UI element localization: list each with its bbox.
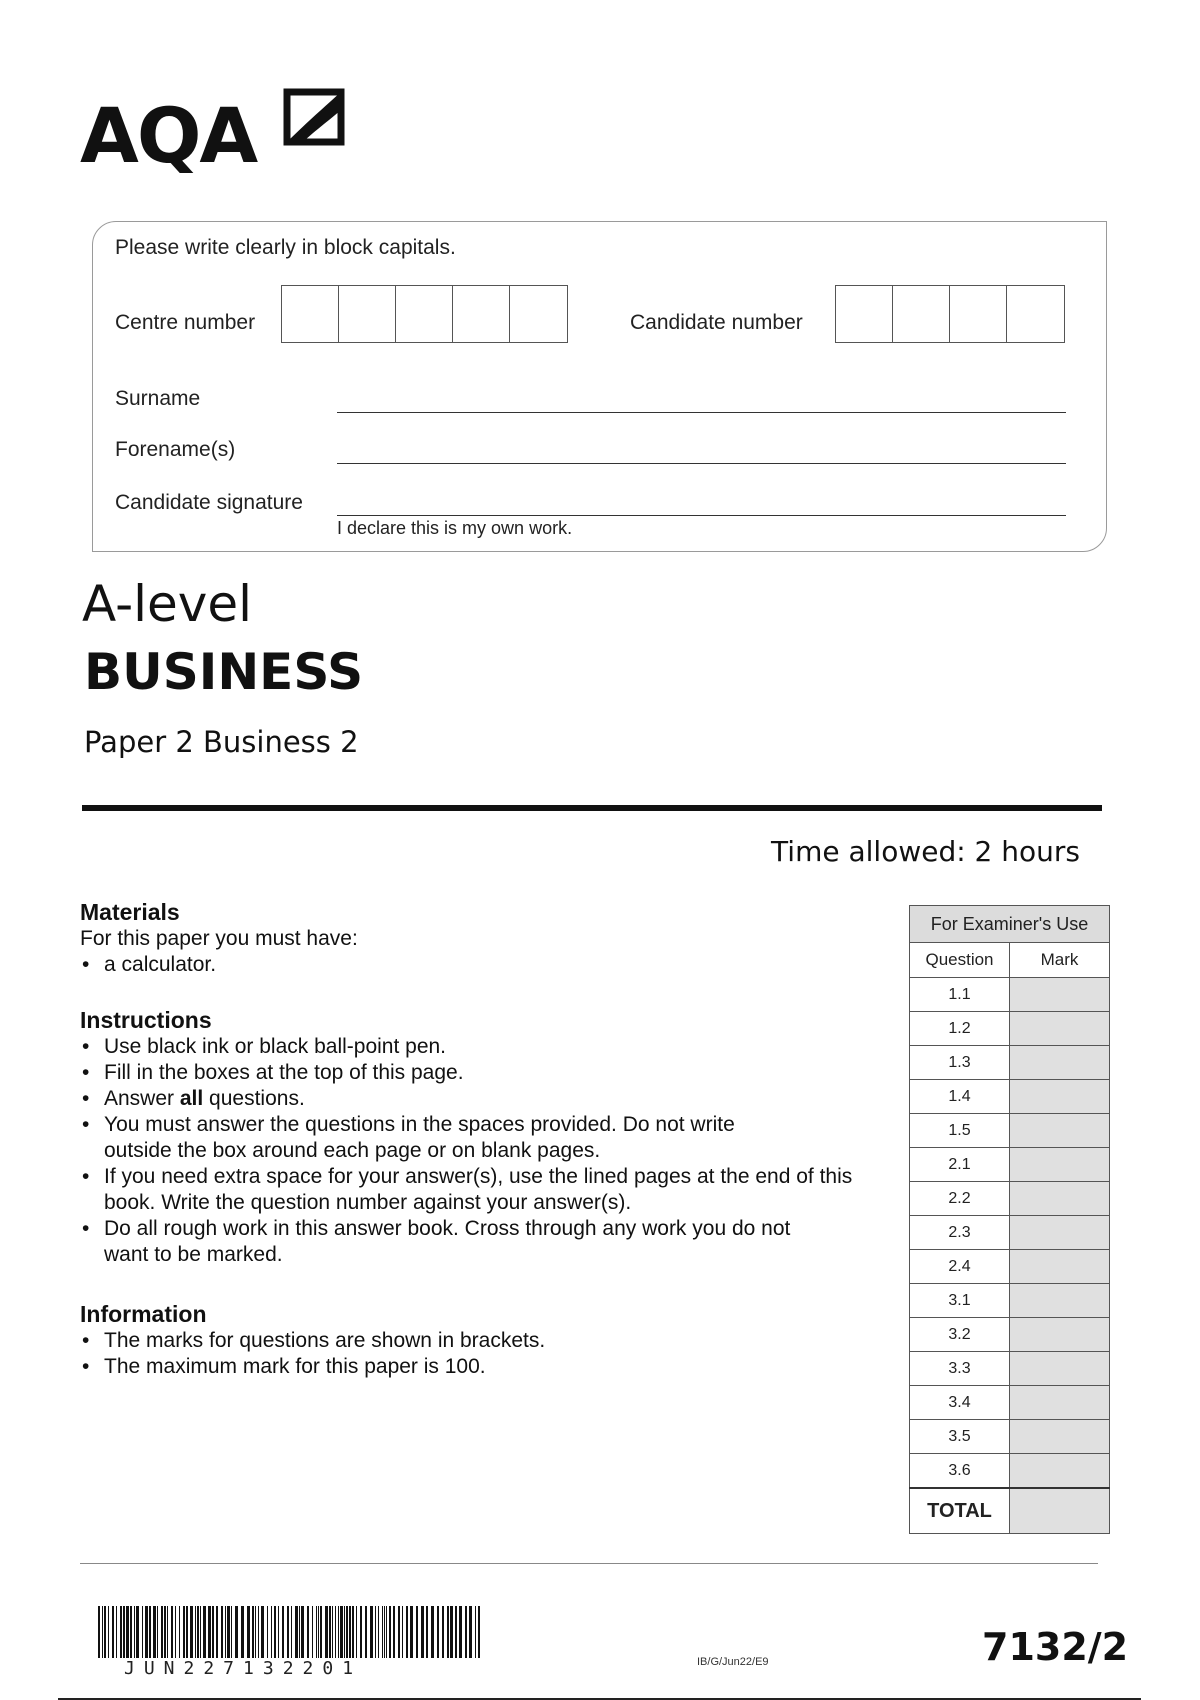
question-number: 1.5 xyxy=(910,1114,1010,1148)
mark-cell[interactable] xyxy=(1010,1216,1110,1250)
table-row xyxy=(910,1420,1110,1454)
information-heading: Information xyxy=(80,1301,207,1327)
time-allowed: Time allowed: 2 hours xyxy=(771,835,1080,868)
barcode-image xyxy=(98,1606,482,1658)
forenames-field[interactable] xyxy=(337,463,1066,464)
centre-digit-box[interactable] xyxy=(453,286,510,342)
question-number: 2.3 xyxy=(910,1216,1010,1250)
question-number: 3.3 xyxy=(910,1352,1010,1386)
materials-section xyxy=(80,898,880,978)
declaration-text: I declare this is my own work. xyxy=(337,518,573,538)
aqa-leaf-icon xyxy=(283,88,345,146)
examiners-use-table xyxy=(909,905,1110,1534)
logo-wordmark: AQA xyxy=(80,91,257,180)
mark-cell[interactable] xyxy=(1010,1148,1110,1182)
question-column-header: Question xyxy=(910,943,1010,978)
question-number: 3.1 xyxy=(910,1284,1010,1318)
mark-cell[interactable] xyxy=(1010,1420,1110,1454)
mark-cell[interactable] xyxy=(1010,1182,1110,1216)
signature-field[interactable] xyxy=(337,515,1066,516)
mark-cell[interactable] xyxy=(1010,1284,1110,1318)
question-number: 2.2 xyxy=(910,1182,1010,1216)
mark-column-header: Mark xyxy=(1010,943,1110,978)
list-item: • The maximum mark for this paper is 100. xyxy=(80,1354,880,1380)
mark-cell[interactable] xyxy=(1010,1454,1110,1489)
title-divider xyxy=(82,805,1102,811)
question-number: 2.1 xyxy=(910,1148,1010,1182)
mark-cell[interactable] xyxy=(1010,1386,1110,1420)
question-number: 3.6 xyxy=(910,1454,1010,1489)
centre-digit-box[interactable] xyxy=(510,286,567,342)
materials-heading: Materials xyxy=(80,899,180,925)
centre-number-boxes[interactable] xyxy=(281,285,568,343)
mark-cell[interactable] xyxy=(1010,1046,1110,1080)
question-number: 1.1 xyxy=(910,978,1010,1012)
list-item: • a calculator. xyxy=(80,952,880,978)
materials-intro: For this paper you must have: xyxy=(80,927,358,950)
candidate-digit-box[interactable] xyxy=(836,286,893,342)
list-item: • Do all rough work in this answer book. Cross through any work you do not want to be marked. xyxy=(80,1216,794,1268)
centre-digit-box[interactable] xyxy=(282,286,339,342)
mark-cell[interactable] xyxy=(1010,1080,1110,1114)
subject-title: BUSINESS xyxy=(84,643,364,701)
mark-cell[interactable] xyxy=(1010,1318,1110,1352)
list-item: • The marks for questions are shown in brackets. xyxy=(80,1328,880,1354)
surname-field[interactable] xyxy=(337,412,1066,413)
centre-digit-box[interactable] xyxy=(396,286,453,342)
centre-number-label: Centre number xyxy=(115,311,256,334)
information-list xyxy=(80,1328,880,1380)
centre-digit-box[interactable] xyxy=(339,286,396,342)
barcode-number: JUN227132201 xyxy=(124,1658,363,1679)
table-row xyxy=(910,1148,1110,1182)
list-item: • Use black ink or black ball-point pen. xyxy=(80,1034,870,1060)
question-number: 1.4 xyxy=(910,1080,1010,1114)
question-number: 3.5 xyxy=(910,1420,1010,1454)
table-row xyxy=(910,1114,1110,1148)
mark-cell[interactable] xyxy=(1010,1012,1110,1046)
candidate-number-boxes[interactable] xyxy=(835,285,1065,343)
mark-cell[interactable] xyxy=(1010,1250,1110,1284)
list-item: • You must answer the questions in the spaces provided. Do not write outside the box around each page or on blank pages. xyxy=(80,1112,794,1164)
signature-label: Candidate signature xyxy=(115,491,303,514)
instructions-section xyxy=(80,1006,870,1268)
candidate-number-label: Candidate number xyxy=(630,311,803,334)
list-item: • Answer all questions. xyxy=(80,1086,870,1112)
table-row xyxy=(910,978,1110,1012)
candidate-digit-box[interactable] xyxy=(1007,286,1064,342)
table-row xyxy=(910,1182,1110,1216)
table-row xyxy=(910,1046,1110,1080)
total-row xyxy=(910,1488,1110,1534)
mark-cell[interactable] xyxy=(1010,978,1110,1012)
paper-code: 7132/2 xyxy=(982,1625,1129,1669)
footer-divider xyxy=(80,1563,1098,1564)
table-row xyxy=(910,1454,1110,1489)
question-number: 3.2 xyxy=(910,1318,1010,1352)
qualification-title: A-level xyxy=(82,575,253,633)
materials-list xyxy=(80,952,880,978)
document-reference: IB/G/Jun22/E9 xyxy=(697,1656,769,1668)
table-row xyxy=(910,1318,1110,1352)
total-label: TOTAL xyxy=(910,1488,1010,1534)
question-number: 1.2 xyxy=(910,1012,1010,1046)
mark-cell[interactable] xyxy=(1010,1352,1110,1386)
block-capitals-instruction: Please write clearly in block capitals. xyxy=(115,236,456,259)
table-row xyxy=(910,1250,1110,1284)
forenames-label: Forename(s) xyxy=(115,438,236,461)
table-row xyxy=(910,1216,1110,1250)
table-row xyxy=(910,1012,1110,1046)
aqa-logo xyxy=(80,88,350,188)
examiners-use-title: For Examiner's Use xyxy=(910,906,1110,943)
question-number: 3.4 xyxy=(910,1386,1010,1420)
paper-title: Paper 2 Business 2 xyxy=(84,725,359,759)
total-mark-cell[interactable] xyxy=(1010,1488,1110,1534)
candidate-digit-box[interactable] xyxy=(950,286,1007,342)
instructions-heading: Instructions xyxy=(80,1007,212,1033)
question-number: 1.3 xyxy=(910,1046,1010,1080)
instructions-list xyxy=(80,1034,870,1268)
surname-label: Surname xyxy=(115,387,201,410)
mark-cell[interactable] xyxy=(1010,1114,1110,1148)
table-row xyxy=(910,1386,1110,1420)
question-number: 2.4 xyxy=(910,1250,1010,1284)
candidate-digit-box[interactable] xyxy=(893,286,950,342)
list-item: • Fill in the boxes at the top of this page. xyxy=(80,1060,870,1086)
table-row xyxy=(910,1080,1110,1114)
table-row xyxy=(910,1352,1110,1386)
list-item: • If you need extra space for your answer(s), use the lined pages at the end of this book. Write the question number against your answer(s). xyxy=(80,1164,894,1216)
information-section xyxy=(80,1300,880,1380)
table-row xyxy=(910,1284,1110,1318)
